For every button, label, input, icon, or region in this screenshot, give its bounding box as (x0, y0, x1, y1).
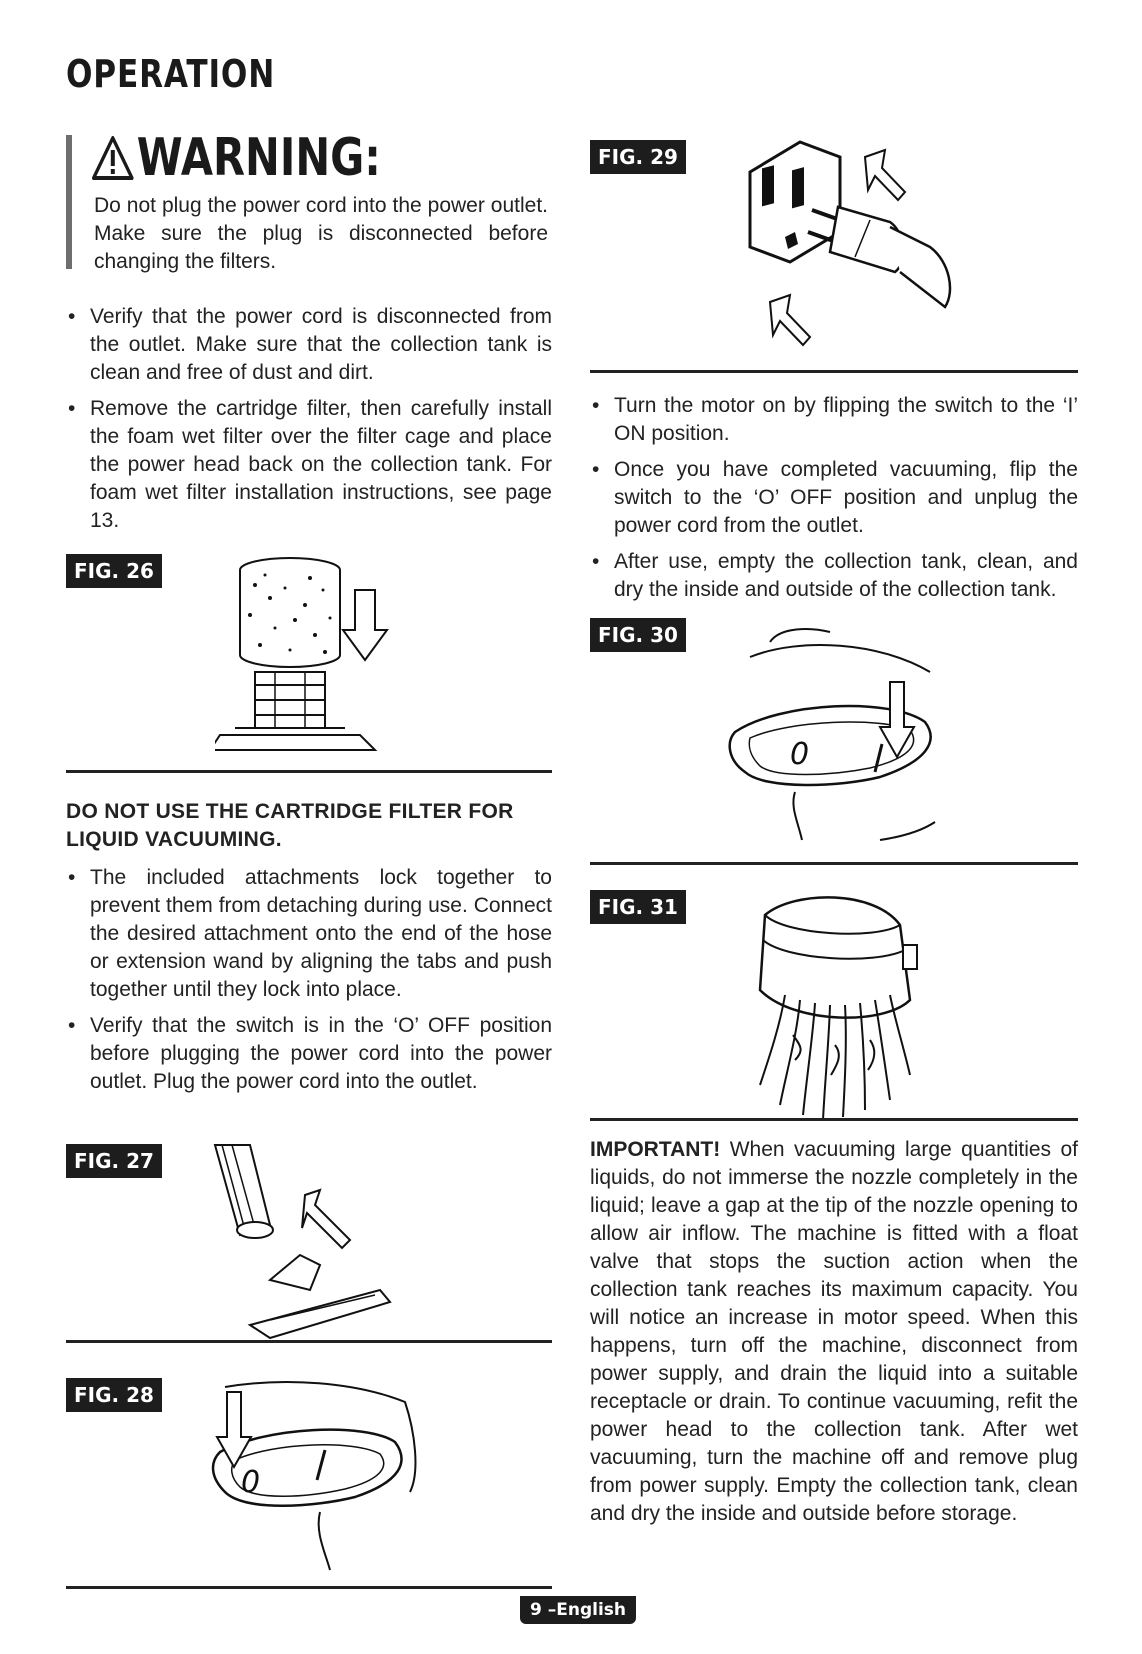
divider (66, 1340, 552, 1343)
bullet-list-1 (66, 303, 552, 543)
switch-off-mark-2: 0 (790, 737, 810, 772)
warning-bar (66, 135, 72, 269)
list-item: • Verify that the power cord is disconnected from the outlet. Make sure that the collection tank is clean and free of dust and dirt. (66, 303, 552, 387)
switch-on-illustration (720, 622, 950, 842)
switch-off-illustration (205, 1372, 425, 1572)
plug-outlet-illustration (730, 132, 970, 352)
switch-off-mark: 0 (241, 1465, 261, 1500)
divider (590, 862, 1078, 865)
caution-heading: DO NOT USE THE CARTRIDGE FILTER FOR LIQUID VACUUMING. (66, 800, 514, 851)
warning-triangle-icon (92, 135, 134, 181)
divider (66, 1586, 552, 1589)
foam-filter-illustration (215, 550, 415, 770)
list-item: • Verify that the switch is in the ‘O’ OFF position before plugging the power cord into the power outlet. Plug the power cord into the outlet. (66, 1012, 552, 1096)
page-number: 9 –English (520, 1596, 636, 1624)
warning-heading-text: WARNING: (136, 128, 381, 188)
bullet-list-2 (66, 864, 552, 1104)
list-item: • The included attachments lock together to prevent them from detaching during use. Connect the desired attachment onto the end of the hose or extension wand by aligning the tabs and push together until they lock into place. (66, 864, 552, 1004)
bullet-list-right (590, 392, 1078, 612)
list-item: • Turn the motor on by flipping the switch to the ‘I’ ON position. (590, 392, 1078, 448)
important-text: When vacuuming large quantities of liquids, do not immerse the nozzle completely in the liquid; leave a gap at the tip of the nozzle opening to allow air inflow. The machine is fitted with a float valve that stops the suction action when the collection tank reaches its maximum capacity. You will notice an increase in motor speed. When this happens, turn off the machine, disconnect from power supply, and drain the liquid into a suitable receptacle or drain. To continue vacuuming, refit the power head to the collection tank. After wet vacuuming, turn the machine off and remove plug from power supply. Empty the collection tank, clean and dry the inside and outside before storage. (590, 1138, 1078, 1525)
important-paragraph (590, 1136, 1078, 1528)
fig-29-label: FIG. 29 (590, 140, 686, 174)
nozzle-liquid-illustration (725, 885, 940, 1125)
fig-27-label: FIG. 27 (66, 1144, 162, 1178)
list-item: • Once you have completed vacuuming, flip the switch to the ‘O’ OFF position and unplug the power cord from the outlet. (590, 456, 1078, 540)
list-item: • Remove the cartridge filter, then carefully install the foam wet filter over the filter cage and place the power head back on the collection tank. For foam wet filter installation instructions, see page 13. (66, 395, 552, 535)
divider (590, 370, 1078, 373)
page-title: OPERATION (66, 52, 276, 96)
fig-28-label: FIG. 28 (66, 1378, 162, 1412)
fig-31-label: FIG. 31 (590, 890, 686, 924)
important-label: IMPORTANT! (590, 1138, 721, 1161)
warning-heading (92, 128, 381, 188)
list-item: • After use, empty the collection tank, clean, and dry the inside and outside of the collection tank. (590, 548, 1078, 604)
divider (590, 1118, 1078, 1121)
fig-30-label: FIG. 30 (590, 618, 686, 652)
fig-26-label: FIG. 26 (66, 554, 162, 588)
warning-text: Do not plug the power cord into the power outlet. Make sure the plug is disconnected before changing the filters. (94, 194, 548, 273)
attachment-illustration (210, 1140, 410, 1340)
divider (66, 770, 552, 773)
